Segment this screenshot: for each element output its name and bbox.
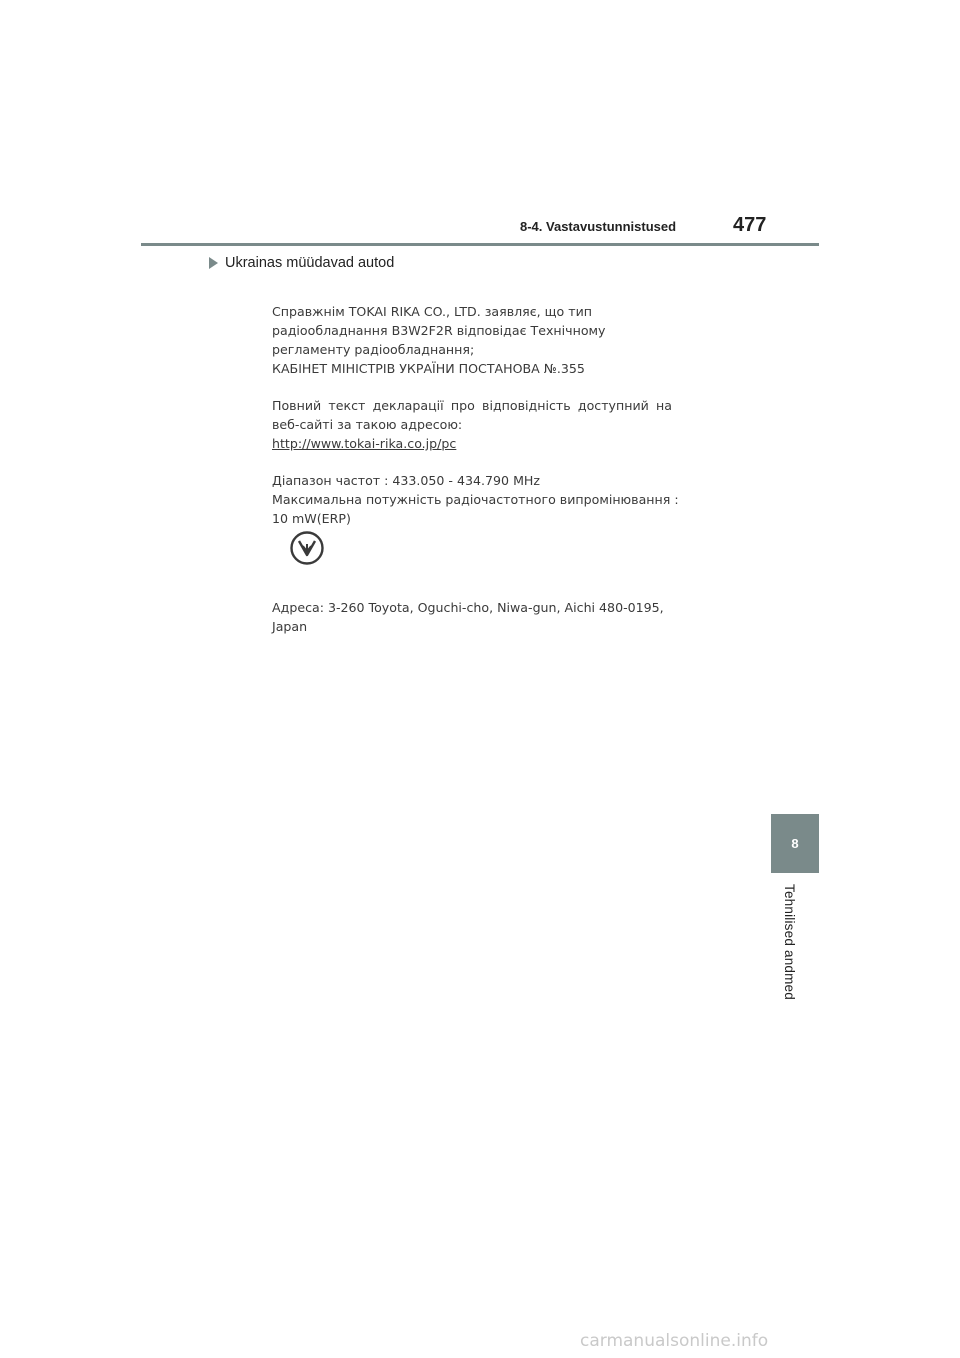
watermark: carmanualsonline.info (580, 1331, 769, 1351)
chapter-tab (771, 814, 819, 873)
chapter-number: 8 (791, 836, 799, 851)
header-divider (141, 243, 819, 246)
conformity-mark-area (272, 528, 682, 598)
declaration-line: радіообладнання B3W2F2R відповідає Технічному (272, 323, 606, 338)
address-line: Japan (272, 619, 308, 634)
page-number: 477 (733, 214, 767, 236)
declaration-line: Повний текст декларації про відповідність доступний на (272, 398, 672, 413)
declaration-line: регламенту радіообладнання; (272, 342, 475, 357)
declaration-line: веб-сайті за такою адресою: (272, 417, 463, 432)
triangle-right-icon (209, 257, 218, 269)
ukrainian-conformity-mark-icon (289, 530, 325, 566)
section-heading-text: Ukrainas müüdavad autod (225, 255, 395, 271)
section-title: 8-4. Vastavustunnistused (520, 219, 677, 234)
frequency-range: Діапазон частот : 433.050 - 434.790 MHz (272, 473, 541, 488)
declaration-block (272, 302, 682, 636)
section-heading (209, 255, 394, 271)
max-power-value: 10 mW(ERP) (272, 511, 351, 526)
chapter-label: Tehnilised andmed (782, 884, 797, 1000)
address-line: Адреса: 3-260 Toyota, Oguchi-cho, Niwa-gun, Aichi 480-0195, (272, 600, 664, 615)
declaration-line: Справжнім TOKAI RIKA CO., LTD. заявляє, що тип (272, 304, 593, 319)
declaration-line: КАБІНЕТ МІНІСТРІВ УКРАЇНИ ПОСТАНОВА №.355 (272, 361, 585, 376)
max-power-label: Максимальна потужність радіочастотного випромінювання : (272, 492, 679, 507)
declaration-url-link[interactable]: http://www.tokai-rika.co.jp/pc (272, 436, 457, 451)
